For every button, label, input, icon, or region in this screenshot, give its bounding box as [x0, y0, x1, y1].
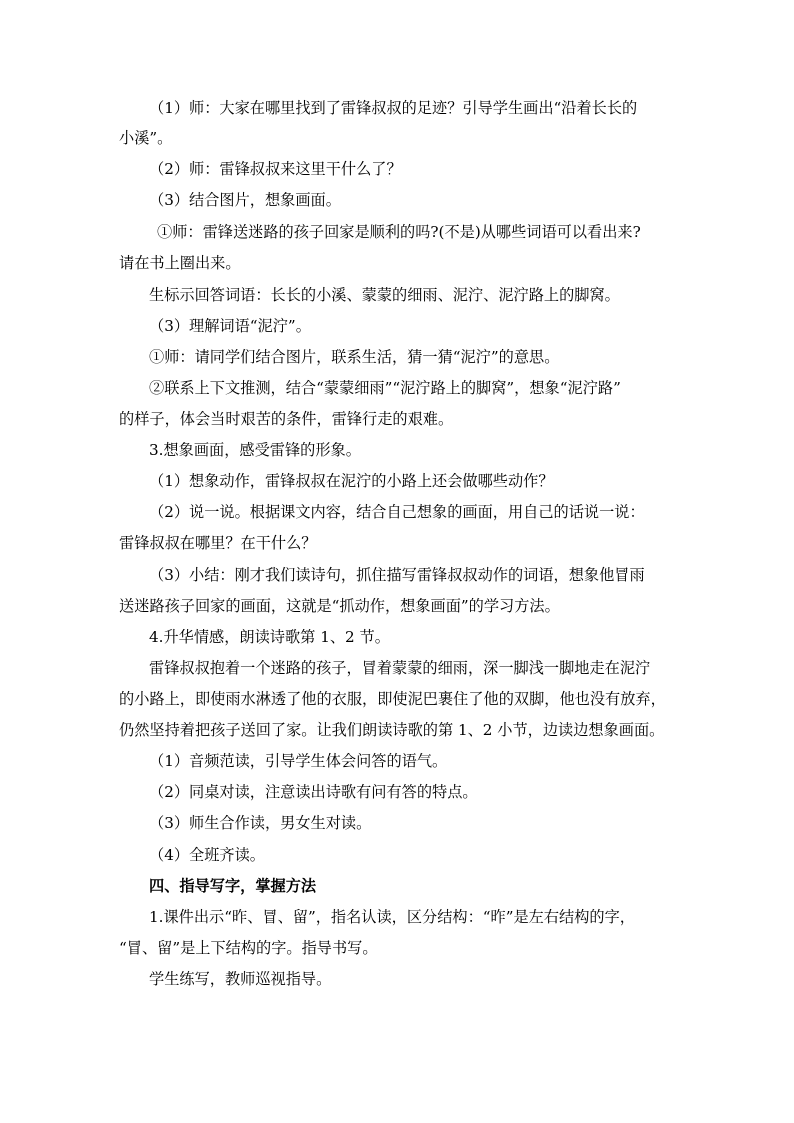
text-line: （2）师：雷锋叔叔来这里干什么了？ [149, 160, 402, 178]
text-line: 请在书上圈出来。 [119, 254, 241, 272]
text-line: ①师：请同学们结合图片，联系生活，猜一猜“泥泞”的意思。 [149, 348, 560, 366]
text-line: （2）说一说。根据课文内容，结合自己想象的画面，用自己的话说一说： [149, 503, 645, 521]
text-line: （2）同桌对读，注意读出诗歌有问有答的特点。 [149, 783, 478, 801]
section-heading: 四、指导写字，掌握方法 [149, 877, 317, 895]
text-line: 1.课件出示“昨、冒、留”，指名认读，区分结构：“昨”是左右结构的字， [149, 908, 635, 926]
text-line: 学生练写，教师巡视指导。 [149, 970, 332, 988]
text-line: “冒、留”是上下结构的字。指导书写。 [119, 939, 378, 957]
text-line: 雷锋叔叔在哪里？在干什么？ [119, 534, 317, 552]
text-line: （1）师：大家在哪里找到了雷锋叔叔的足迹？引导学生画出“沿着长长的 [149, 99, 638, 117]
text-line: （3）师生合作读，男女生对读。 [149, 814, 372, 832]
text-line: 仍然坚持着把孩子送回了家。让我们朗读诗歌的第 1、2 小节，边读边想象画面。 [119, 721, 665, 739]
text-line: 生标示回答词语：长长的小溪、蒙蒙的细雨、泥泞、泥泞路上的脚窝。 [149, 286, 620, 304]
text-line: 的小路上，即使雨水淋透了他的衣服，即使泥巴裹住了他的双脚，他也没有放弃， [119, 690, 666, 708]
text-line: （1）音频范读，引导学生体会问答的语气。 [149, 752, 448, 770]
text-line: 小溪”。 [119, 129, 173, 147]
text-line: （3）理解词语“泥泞”。 [149, 317, 311, 335]
text-line: ②联系上下文推测，结合“蒙蒙细雨”“泥泞路上的脚窝”，想象“泥泞路” [149, 379, 621, 397]
text-line: 的样子，体会当时艰苦的条件，雷锋行走的艰难。 [119, 410, 454, 428]
text-line: 3.想象画面，感受雷锋的形象。 [149, 441, 361, 459]
text-line: 送迷路孩子回家的画面，这就是“抓动作，想象画面”的学习方法。 [119, 597, 560, 615]
text-line: 雷锋叔叔抱着一个迷路的孩子，冒着蒙蒙的细雨，深一脚浅一脚地走在泥泞 [149, 659, 651, 677]
text-line: 4.升华情感，朗读诗歌第 1、2 节。 [149, 628, 390, 646]
text-line: （3）结合图片，想象画面。 [149, 191, 341, 209]
text-line: ①师：雷锋送迷路的孩子回家是顺利的吗?(不是)从哪些词语可以看出来? [157, 223, 641, 241]
text-line: （1）想象动作，雷锋叔叔在泥泞的小路上还会做哪些动作？ [149, 472, 554, 490]
text-line: （3）小结：刚才我们读诗句，抓住描写雷锋叔叔动作的词语，想象他冒雨 [149, 566, 645, 584]
text-line: （4）全班齐读。 [149, 846, 265, 864]
